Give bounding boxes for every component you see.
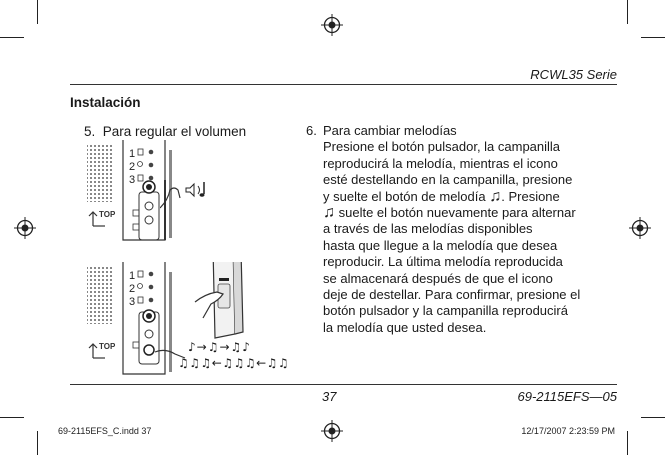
footer-rule bbox=[70, 384, 617, 385]
slug-date: 12/17/2007 2:23:59 PM bbox=[521, 426, 615, 436]
step-line bbox=[323, 205, 576, 221]
melody-note-icon: ♫ bbox=[489, 187, 502, 205]
step-line-part: y suelte el botón de melodía bbox=[323, 188, 486, 204]
step-line: deje de destellar. Para confirmar, presione el bbox=[323, 287, 581, 302]
registration-mark-icon bbox=[14, 217, 36, 239]
step-5 bbox=[84, 124, 246, 139]
step-line-part: suelte el botón nuevamente para alternar bbox=[338, 205, 576, 220]
crop-mark bbox=[627, 431, 628, 455]
tone-number: 2 bbox=[129, 161, 136, 173]
step-line: la melodía que usted desea. bbox=[323, 319, 487, 335]
crop-mark bbox=[641, 37, 665, 38]
tone-number: 1 bbox=[129, 270, 136, 282]
step-line-part: . Presione bbox=[501, 188, 560, 204]
tone-number: 3 bbox=[129, 174, 136, 186]
section-title: Instalación bbox=[70, 95, 141, 110]
melody-note-icon: ♫ bbox=[323, 204, 335, 221]
step-line: esté destellando en la campanilla, presione bbox=[323, 172, 573, 188]
crop-mark bbox=[37, 0, 38, 24]
step-line: a través de las melodías disponibles bbox=[323, 221, 533, 237]
step-line: Presione el botón pulsador, la campanilla bbox=[323, 139, 561, 155]
melody-sequence-bottom: ♫♫♫←♫♫♫←♫♫ bbox=[178, 356, 290, 370]
tone-number: 2 bbox=[129, 283, 136, 295]
step-number: 5. bbox=[84, 124, 96, 139]
series-title: RCWL35 Serie bbox=[530, 67, 617, 82]
header-rule bbox=[70, 84, 617, 85]
volume-adjust-icon bbox=[160, 178, 212, 212]
crop-mark bbox=[0, 37, 24, 38]
step-number: 6. bbox=[306, 123, 317, 138]
step-line: botón pulsador y la campanilla reproducirá bbox=[323, 303, 568, 319]
step-text: Para regular el volumen bbox=[102, 124, 247, 139]
tone-number: 3 bbox=[129, 296, 136, 308]
document-number: 69-2115EFS—05 bbox=[517, 389, 617, 404]
crop-mark bbox=[37, 431, 38, 455]
tone-number: 1 bbox=[129, 148, 136, 160]
crop-mark bbox=[641, 417, 665, 418]
page-number: 37 bbox=[322, 389, 337, 404]
step-line: reproducirá la melodía, mientras el icono bbox=[323, 155, 558, 171]
top-label: TOP bbox=[99, 210, 116, 219]
step-line bbox=[323, 189, 560, 205]
registration-mark-icon bbox=[629, 217, 651, 239]
melody-sequence-top: ♪→♫→♫♪ bbox=[188, 340, 251, 354]
top-label: TOP bbox=[99, 342, 116, 351]
step-line: hasta que llegue a la melodía que desea bbox=[323, 237, 558, 253]
slug-file: 69-2115EFS_C.indd 37 bbox=[58, 426, 152, 436]
step-title: Para cambiar melodías bbox=[323, 123, 457, 138]
registration-mark-icon bbox=[321, 14, 343, 36]
crop-mark bbox=[627, 0, 628, 24]
registration-mark-icon bbox=[321, 420, 343, 442]
step-line: reproducir. La última melodía reproducida bbox=[323, 254, 563, 270]
step-line: se almacenará después de que el icono bbox=[323, 270, 553, 286]
crop-mark bbox=[0, 417, 24, 418]
